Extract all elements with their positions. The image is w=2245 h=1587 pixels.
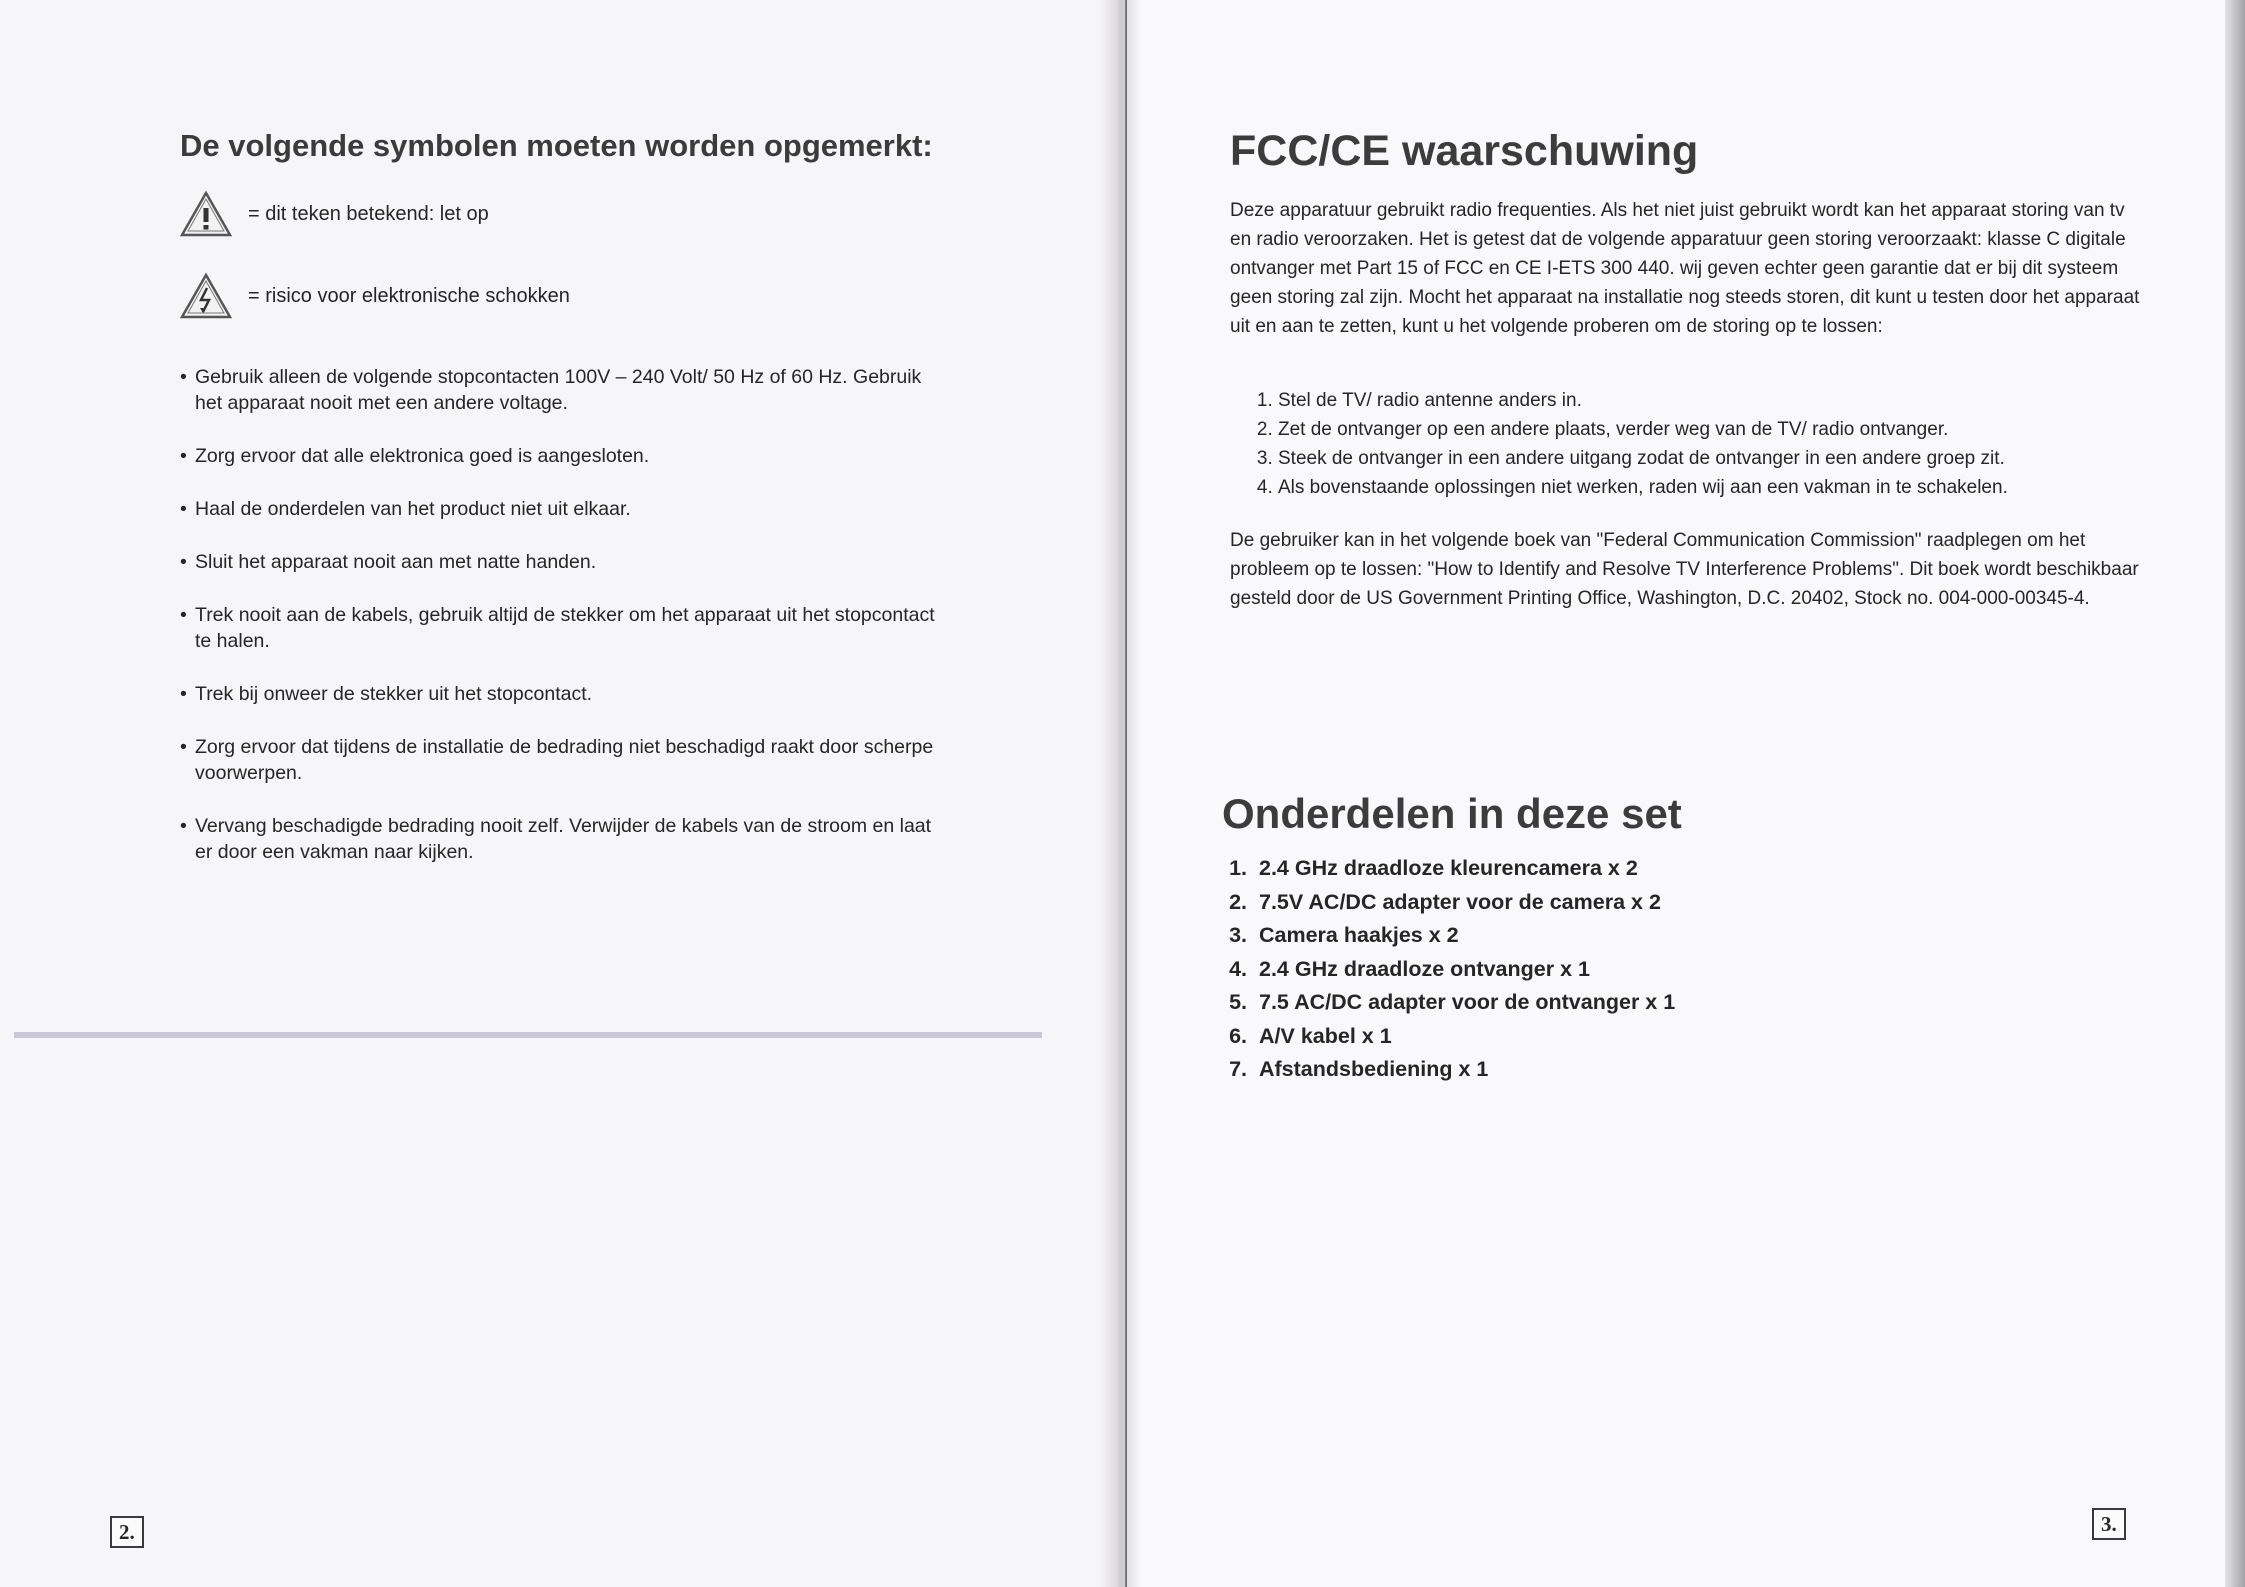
electric-shock-icon — [180, 272, 232, 320]
list-item: 5. 7.5 AC/DC adapter voor de ontvanger x 1 — [1253, 986, 1675, 1020]
fcc-heading: FCC/CE waarschuwing — [1230, 127, 1699, 175]
list-item: • Zorg ervoor dat tijdens de installatie de bedrading niet beschadigd raakt door scherpe voorwerpen. — [180, 736, 934, 784]
list-item: 4. 2.4 GHz draadloze ontvanger x 1 — [1253, 953, 1675, 987]
fcc-note-text: De gebruiker kan in het volgende boek van "Federal Communication Commission" raadplegen om het probleem op te lossen: "How to Identify and Resolve TV Interference Problems". Dit boek wordt beschikbaar gesteld door de US Government Printing Office, Washington, D.C. 20402, Stock no. 004-000-00345-4. — [1230, 530, 2139, 609]
list-item: 3. Steek de ontvanger in een andere uitgang zodat de ontvanger in een andere groep zit. — [1278, 444, 2158, 473]
list-item: • Sluit het apparaat nooit aan met natte handen. — [180, 551, 597, 573]
list-item: • Vervang beschadigde bedrading nooit zelf. Verwijder de kabels van de stroom en laat er door een vakman naar kijken. — [180, 815, 932, 863]
page-number-right: 3. — [2092, 1508, 2126, 1540]
list-item: 1. 2.4 GHz draadloze kleurencamera x 2 — [1253, 852, 1675, 886]
page-number-left: 2. — [110, 1516, 144, 1548]
symbol-row-caution — [180, 190, 489, 238]
list-item: • Trek nooit aan de kabels, gebruik altijd de stekker om het apparaat uit het stopcontact te halen. — [180, 604, 935, 652]
symbol-row-shock — [180, 272, 570, 320]
warning-exclamation-icon — [180, 190, 232, 238]
right-page — [1125, 0, 2245, 1587]
safety-bullet-list — [180, 364, 940, 892]
list-item: • Trek bij onweer de stekker uit het stopcontact. — [180, 683, 593, 705]
list-item: • Zorg ervoor dat alle elektronica goed is aangesloten. — [180, 445, 650, 467]
symbol-shock-text: = risico voor elektronische schokken — [248, 284, 570, 307]
list-item: 2. Zet de ontvanger op een andere plaats, verder weg van de TV/ radio ontvanger. — [1278, 415, 2158, 444]
list-item: 1. Stel de TV/ radio antenne anders in. — [1278, 386, 2158, 415]
parts-heading: Onderdelen in deze set — [1222, 790, 1682, 837]
list-item: • Haal de onderdelen van het product niet uit elkaar. — [180, 498, 631, 520]
symbol-caution-text: = dit teken betekend: let op — [248, 202, 489, 225]
left-page — [0, 0, 1118, 1587]
divider — [14, 1032, 1042, 1038]
fcc-steps-list — [1252, 386, 2158, 502]
page-edge — [2225, 0, 2245, 1587]
list-item: 3. Camera haakjes x 2 — [1253, 919, 1675, 953]
fcc-body-text: Deze apparatuur gebruikt radio frequenties. Als het niet juist gebruikt wordt kan het apparaat storing van tv en radio veroorzaken. Het is getest dat de volgende apparatuur geen storing veroorzaakt: klasse C digitale ontvanger met Part 15 of FCC en CE I-ETS 300 440. wij geven echter geen garantie dat er bij dit systeem geen storing zal zijn. Mocht het apparaat na installatie nog steeds storen, dit kunt u testen door het apparaat uit en aan te zetten, kunt u het volgende proberen om de storing op te lossen: — [1230, 200, 2140, 337]
parts-list — [1225, 852, 1675, 1087]
list-item: 6. A/V kabel x 1 — [1253, 1020, 1675, 1054]
list-item: 2. 7.5V AC/DC adapter voor de camera x 2 — [1253, 886, 1675, 920]
list-item: 7. Afstandsbediening x 1 — [1253, 1053, 1675, 1087]
symbols-heading: De volgende symbolen moeten worden opgemerkt: — [180, 128, 933, 163]
list-item: • Gebruik alleen de volgende stopcontacten 100V – 240 Volt/ 50 Hz of 60 Hz. Gebruik het apparaat nooit met een andere voltage. — [180, 366, 922, 414]
list-item: 4. Als bovenstaande oplossingen niet werken, raden wij aan een vakman in te schakelen. — [1278, 473, 2158, 502]
book-spine-fold — [1100, 0, 1140, 1587]
